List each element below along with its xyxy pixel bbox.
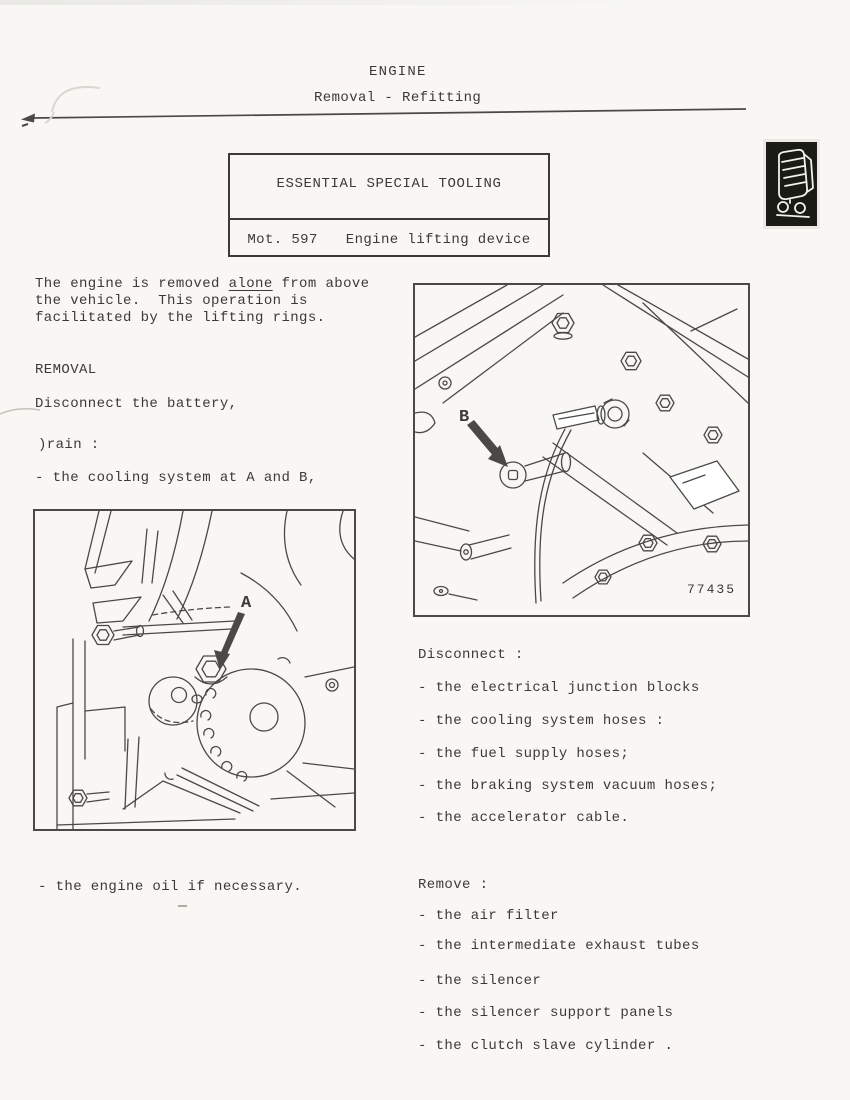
oil-note: - the engine oil if necessary. (38, 879, 303, 895)
tool-ref: Mot. 597 (247, 232, 318, 248)
figure-b-number: 77435 (687, 582, 737, 597)
stray-dash (176, 902, 190, 910)
figure-a (33, 509, 356, 831)
intro-text: from above (272, 276, 370, 292)
disconnect-item: - the accelerator cable. (418, 810, 630, 826)
scan-smudge (0, 0, 680, 5)
intro-line-1 (35, 276, 369, 293)
intro-line-3: facilitated by the lifting rings. (35, 310, 326, 326)
figure-a-drawing (35, 511, 354, 829)
figure-b-drawing (415, 285, 748, 615)
tooling-box-title: ESSENTIAL SPECIAL TOOLING (276, 176, 502, 192)
disconnect-item: - the fuel supply hoses; (418, 746, 630, 762)
pen-mark (40, 74, 124, 126)
header-rule-arrow (18, 102, 758, 130)
drain-heading: )rain : (38, 437, 100, 453)
removal-heading: REMOVAL (35, 362, 97, 378)
engine-icon-drawing (766, 142, 817, 226)
remove-item: - the air filter (418, 908, 559, 924)
remove-item: - the silencer support panels (418, 1005, 674, 1021)
removal-step-battery: Disconnect the battery, (35, 396, 238, 412)
tooling-box (228, 153, 550, 257)
intro-line-2: the vehicle. This operation is (35, 293, 308, 309)
disconnect-heading: Disconnect : (418, 647, 524, 663)
tooling-box-divider (230, 218, 548, 220)
remove-item: - the silencer (418, 973, 542, 989)
intro-underlined-word: alone (228, 276, 273, 292)
figure-b (413, 283, 750, 617)
engine-icon (766, 142, 817, 226)
disconnect-item: - the cooling system hoses : (418, 713, 665, 729)
drain-item: - the cooling system at A and B, (35, 470, 317, 486)
tool-name: Engine lifting device (345, 232, 531, 248)
intro-text: The engine is removed (35, 276, 229, 292)
remove-heading: Remove : (418, 877, 489, 893)
disconnect-item: - the electrical junction blocks (418, 680, 700, 696)
disconnect-item: - the braking system vacuum hoses; (418, 778, 718, 794)
remove-item: - the intermediate exhaust tubes (418, 938, 700, 954)
figure-a-label: A (241, 594, 252, 613)
figure-b-label: B (459, 408, 470, 427)
page-subtitle: Removal - Refitting (314, 90, 482, 106)
remove-item: - the clutch slave cylinder . (418, 1038, 674, 1054)
tooling-box-row (230, 232, 548, 248)
page-title: ENGINE (369, 64, 427, 80)
